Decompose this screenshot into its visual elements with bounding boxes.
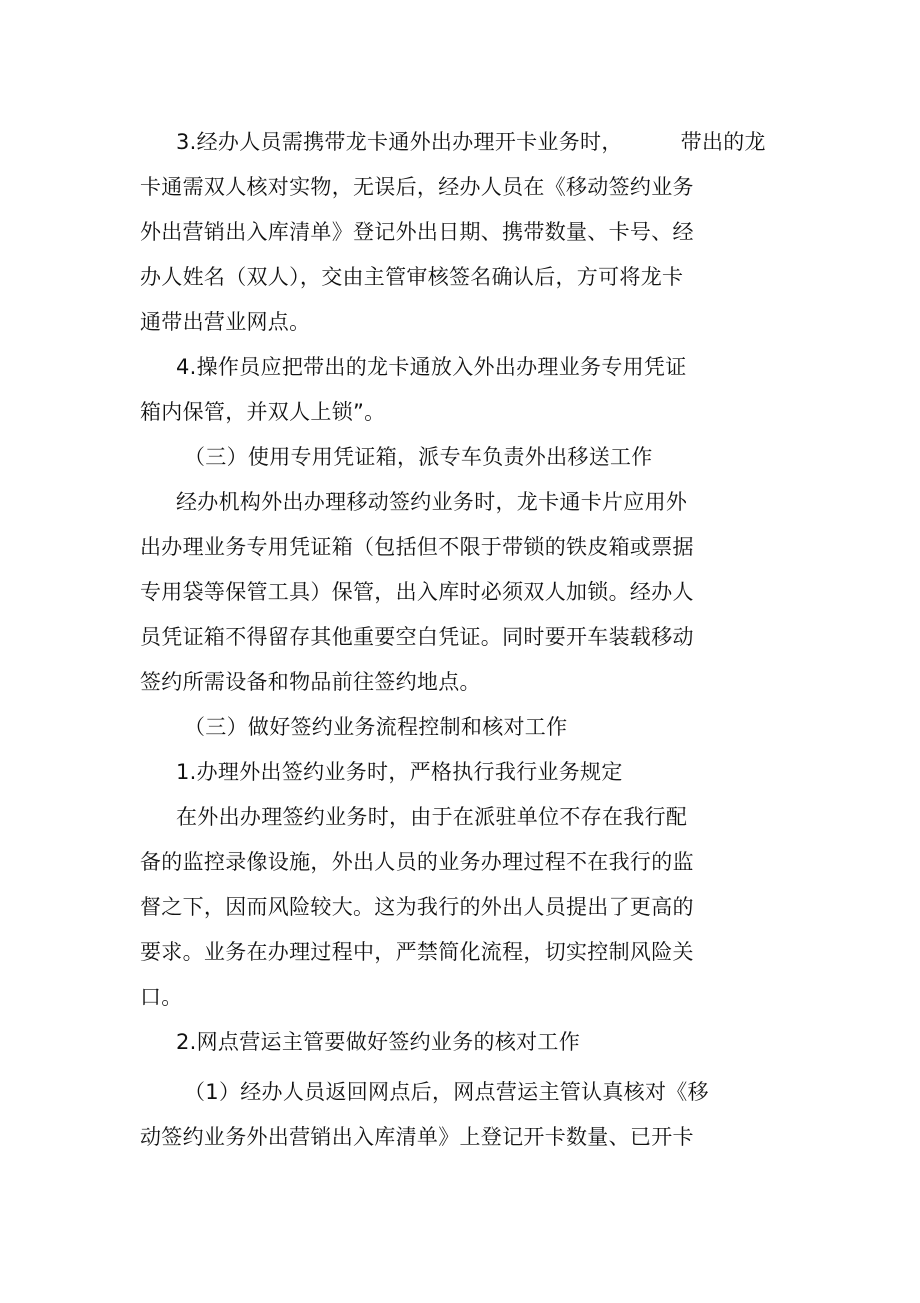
paragraph-line-6: 4.操作员应把带出的龙卡通放入外出办理业务专用凭证 [176,355,687,379]
paragraph-line-14: 备的监控录像设施，外出人员的业务办理过程不在我行的监 [140,850,694,874]
paragraph-line-17: 口。 [140,985,183,1009]
subheading-2: 2.网点营运主管要做好签约业务的核对工作 [176,1030,581,1054]
section-heading-2: （三）做好签约业务流程控制和核对工作 [184,715,568,739]
paragraph-line-19: 动签约业务外出营销出入库清单》上登记开卡数量、已开卡 [140,1125,694,1149]
paragraph-line-5: 通带出营业网点。 [140,310,311,334]
paragraph-line-13: 在外出办理签约业务时，由于在派驻单位不存在我行配 [176,805,688,829]
paragraph-line-3: 外出营销出入库清单》登记外出日期、携带数量、卡号、经 [140,220,694,244]
paragraph-line-2: 卡通需双人核对实物，无误后，经办人员在《移动签约业务 [140,175,694,199]
paragraph-line-8: 经办机构外出办理移动签约业务时，龙卡通卡片应用外 [176,490,688,514]
subheading-1: 1.办理外出签约业务时，严格执行我行业务规定 [176,760,623,784]
line-1-tail: 带出的龙 [680,130,766,154]
paragraph-line-10: 专用袋等保管工具）保管，出入库时必须双人加锁。经办人 [140,580,694,604]
paragraph-line-16: 要求。业务在办理过程中，严禁简化流程，切实控制风险关 [140,940,694,964]
paragraph-line-9: 出办理业务专用凭证箱（包括但不限于带锁的铁皮箱或票据 [140,535,694,559]
paragraph-line-1 [176,130,766,154]
paragraph-line-18: （1）经办人员返回网点后，网点营运主管认真核对《移 [184,1080,709,1104]
paragraph-line-7: 箱内保管，并双人上锁”。 [140,400,386,424]
line-1-text: 3.经办人员需携带龙卡通外出办理开卡业务时， [176,130,623,154]
paragraph-line-15: 督之下，因而风险较大。这为我行的外出人员提出了更高的 [140,895,694,919]
paragraph-line-11: 员凭证箱不得留存其他重要空白凭证。同时要开车装载移动 [140,625,694,649]
paragraph-line-4: 办人姓名（双人），交由主管审核签名确认后，方可将龙卡 [140,265,684,289]
section-heading-1: （三）使用专用凭证箱，派专车负责外出移送工作 [184,445,653,469]
paragraph-line-12: 签约所需设备和物品前往签约地点。 [140,670,481,694]
